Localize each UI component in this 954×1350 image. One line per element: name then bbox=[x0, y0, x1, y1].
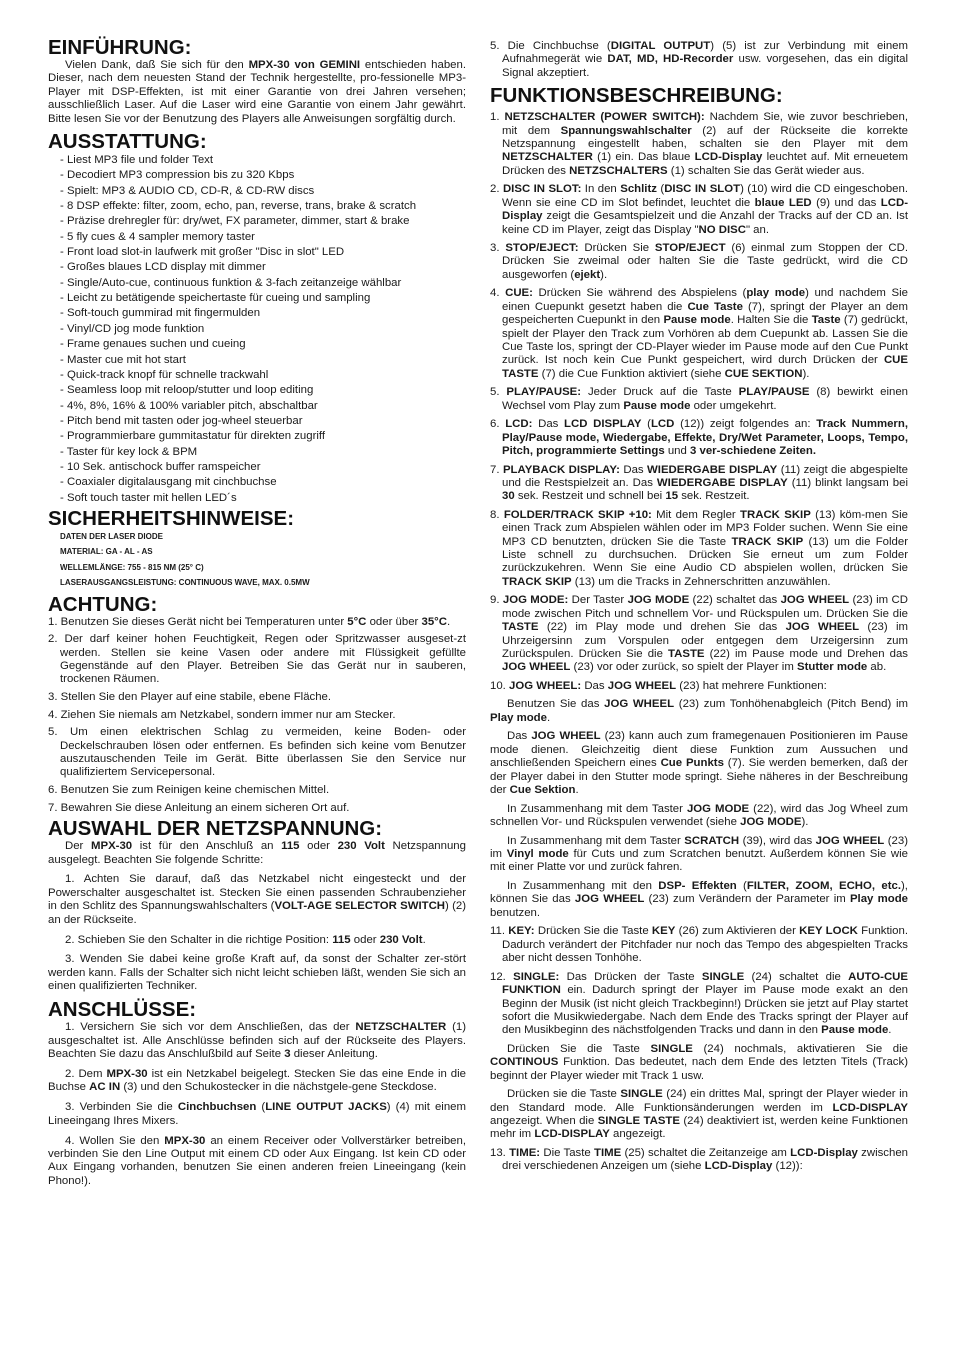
bold-term: 115 bbox=[281, 840, 300, 853]
bold-term: Pause mode bbox=[821, 1024, 889, 1037]
paragraph: 9. JOG MODE: Der Taster JOG MODE (22) schaltet das JOG WHEEL (23) im CD mode zwischen Pitch und schnellem Vor- und Rückspulen um. Drücken Sie die TASTE (22) im Play mode und drehen Sie das JOG WHEEL (23) im Uhrzeigersinn zum Vorspulen oder entgegen dem Urzeigersinn zum Zurückspulen. Drücken Sie die TASTE (22) im Pause mode und Drehen das JOG WHEEL (23) vor oder zurück, so spielt der Player im Stutter mode ab. bbox=[490, 594, 909, 674]
bold-term: NETZSCHALTER bbox=[502, 151, 593, 164]
list-item: - 10 Sek. antischock buffer ramspeicher bbox=[60, 460, 466, 475]
paragraph: 3. Wenden Sie dabei keine große Kraft auf, da sonst der Schalter zer-stört werden kann. Falls der Schalter sich nicht leicht schieben läßt, wenden Sie sich an einen qualifizierten Techniker. bbox=[48, 953, 466, 993]
bold-term: blaue LED bbox=[754, 196, 812, 209]
bold-term: Cue Sektion bbox=[509, 783, 576, 796]
bold-term: TRACK SKIP bbox=[502, 575, 572, 588]
heading-funktion: FUNKTIONSBESCHREIBUNG: bbox=[490, 84, 783, 108]
heading-ausstattung: AUSSTATTUNG: bbox=[48, 130, 207, 154]
paragraph: 4. CUE: Drücken Sie während des Abspielens (play mode) und nachdem Sie einen Cuepunkt gesetzt haben die Cue Taste (7), springt der Player an dem gespeicherten Cuepunkt in den Pause mode. Halten Sie die Taste (7) gedrückt, spielt der Player den Track zum Vorhören ab dem Cuepunkt ab. Lassen Sie die Cue Taste los, springt der CD-Player wieder im Pause mode auf den Cue Punkt zurück. Ist noch kein Cue Punkt gespeichert, wird durch Drücken der CUE TASTE (7) die Cue Funktion aktiviert (siehe CUE SEKTION). bbox=[490, 287, 908, 380]
bold-term: DISC IN SLOT: bbox=[502, 183, 582, 196]
bold-term: TASTE bbox=[502, 621, 539, 634]
spec-line: LASERAUSGANGSLEISTUNG: CONTINUOUS WAVE, MAX. 0.5MW bbox=[60, 578, 310, 588]
bold-term: 30 bbox=[502, 490, 515, 503]
bold-term: LCD: bbox=[505, 418, 533, 431]
feature-list bbox=[60, 153, 466, 506]
paragraph: 2. DISC IN SLOT: In den Schlitz (DISC IN SLOT) (10) wird die CD eingeschoben. Wenn sie eine CD im Slot befindet, leuchtet die blaue LED (9) und das LCD-Display zeigt die Gesamtspielzeit und die Anzahl der Tracks auf der CD an. Ist keine CD im Player, zeigt das Display "NO DISC" an. bbox=[490, 183, 908, 236]
right-column bbox=[490, 40, 908, 1174]
time-item: 13. TIME: Die Taste TIME (25) schaltet die Zeitanzeige am LCD-Display zwischen drei verschiedenen Anzeigen um (siehe LCD-Display (12)): bbox=[490, 1147, 908, 1173]
bold-term: CUE SEKTION bbox=[724, 367, 803, 380]
bold-term: LCD bbox=[650, 418, 675, 431]
paragraph: 1. NETZSCHALTER (POWER SWITCH): Nachdem Sie, wie zuvor beschrieben, mit dem Spannungswahlschalter (2) auf der Rückseite die korrekte Netzspannung eingestellt haben, schalten sie den Player mit dem NETZSCHALTER (1) ein. Das blaue LCD-Display leuchtet auf. Mit erneuetem Drücken des NETZSCHALTERS (1) schalten Sie das Gerät wieder aus. bbox=[490, 111, 908, 177]
bold-term: KEY bbox=[651, 925, 676, 938]
bold-term: 115 bbox=[332, 933, 351, 946]
paragraph: In Zusammenhang mit dem Taster JOG MODE (22), wird das Jog Wheel zum schnellen Vor- und Rückspulen verwendet (siehe JOG MODE). bbox=[490, 802, 908, 828]
bold-term: CONTINOUS bbox=[490, 1056, 559, 1069]
list-item: - 8 DSP effekte: filter, zoom, echo, pan, reverse, trans, brake & scratch bbox=[60, 199, 466, 214]
bold-term: MPX-30 von GEMINI bbox=[248, 59, 361, 71]
list-item: - Single/Auto-cue, continuous funktion & 3-fach zeitanzeige wählbar bbox=[60, 276, 466, 291]
bold-term: TASTE bbox=[668, 648, 705, 660]
bold-term: JOG MODE bbox=[740, 815, 802, 828]
paragraph: 7. PLAYBACK DISPLAY: Das WIEDERGABE DISPLAY (11) zeigt die abgespielte und die Restspielzeit an. Das WIEDERGABE DISPLAY (11) blinkt langsam bei 30 sek. Restzeit und schnell bei 15 sek. Restzeit. bbox=[490, 463, 908, 503]
list-item: - 5 fly cues & 4 sampler memory taster bbox=[60, 230, 466, 245]
bold-term: DISC IN SLOT bbox=[664, 183, 741, 196]
bold-term: Cue Punkts bbox=[660, 757, 724, 770]
list-item: - Leicht zu betätigende speichertaste für cueing und sampling bbox=[60, 291, 466, 306]
bold-term: JOG WHEEL bbox=[604, 698, 675, 711]
bold-term: SINGLE bbox=[620, 1088, 663, 1101]
bold-term: FOLDER/TRACK SKIP +10: bbox=[503, 508, 652, 521]
bold-term: DSP- Effekten bbox=[658, 879, 737, 892]
bold-term: LINE OUTPUT JACKS bbox=[265, 1101, 387, 1114]
bold-term: PLAY/PAUSE bbox=[738, 386, 810, 399]
paragraph: Das JOG WHEEL (23) kann auch zum framegenauen Positionieren im Pause mode dienen. Gleichzeitig dient diese Funktion zum Aussuchen und anschließenden Speichern eines Cue Punkts (7). Sie werden bemerken, daß der der Player dabei in den Stutter mode springt. Siehe näheres in der Beschreibung der Cue Sektion. bbox=[490, 730, 909, 796]
bold-term: MPX-30 bbox=[90, 840, 133, 853]
bold-term: ejekt bbox=[574, 268, 601, 281]
bold-term: LCD-DISPLAY bbox=[534, 1128, 610, 1141]
list-item: - Soft-touch gummirad mit fingermulden bbox=[60, 306, 466, 321]
list-item: - Frame genaues suchen und cueing bbox=[60, 337, 466, 352]
list-item: - Soft touch taster mit hellen LED´s bbox=[60, 491, 466, 506]
bold-term: DAT, MD, HD-Recorder bbox=[607, 53, 734, 66]
list-item: - Spielt: MP3 & AUDIO CD, CD-R, & CD-RW discs bbox=[60, 184, 466, 199]
bold-term: JOG WHEEL bbox=[531, 730, 601, 743]
bold-term: JOG WHEEL: bbox=[509, 679, 582, 692]
bold-term: LCD-Display bbox=[704, 1160, 773, 1173]
paragraph: 11. KEY: Drücken Sie die Taste KEY (26) zum Aktivieren der KEY LOCK Funktion. Dadurch verändert der Pitchfader nur noch das Tempo des abgespielten Tracks aber nicht dessen Tonhöhe. bbox=[490, 925, 908, 965]
paragraph: 4. Ziehen Sie niemals am Netzkabel, sondern immer nur am Stecker. bbox=[48, 708, 396, 721]
bold-term: STOP/EJECT bbox=[654, 242, 726, 255]
bold-term: KEY: bbox=[508, 925, 535, 938]
list-item: - Präzise drehregler für: dry/wet, FX parameter, dimmer, start & brake bbox=[60, 214, 466, 229]
bold-term: Track Nummern, Play/Pause mode, Wiedergabe, Effekte, Dry/Wet Parameter, Loops, Tempo, Pitch, programmierte Settings bbox=[502, 418, 908, 458]
bold-term: WIEDERGABE DISPLAY bbox=[656, 476, 788, 489]
bold-term: NO DISC bbox=[698, 223, 746, 236]
bold-term: 3 bbox=[284, 1047, 291, 1060]
paragraph: In Zusammenhang mit den DSP- Effekten (FILTER, ZOOM, ECHO, etc.), können Sie das JOG WHEEL (23) zum Verändern der Parameter im Play mode benutzen. bbox=[490, 879, 908, 919]
bold-term: 230 Volt bbox=[379, 933, 423, 946]
heading-sicherheit: SICHERHEITSHINWEISE: bbox=[48, 506, 295, 530]
bold-term: JOG WHEEL bbox=[607, 679, 677, 692]
bold-term: play mode bbox=[746, 287, 806, 300]
einfuehrung-text: Vielen Dank, daß Sie sich für den MPX-30 von GEMINI entschieden haben. Dieser, nach dem neuesten Stand der Technik hergestellte, pro-fessionelle MP3-Player mit DSP-Effekten, ist mit einer Garantie von drei Jahren versehen; ausschließlich Laser. Auf die Laser wird eine Garantie von einem Jahr gewährt. Bitte lesen Sie vor der Benutzung des Players alle Anweisungen sorgfältig durch. bbox=[48, 59, 466, 125]
bold-term: NETZSCHALTER (POWER SWITCH): bbox=[504, 111, 705, 124]
bold-term: VOLT-AGE SELECTOR SWITCH bbox=[274, 900, 446, 913]
bold-term: 35°C bbox=[421, 615, 447, 628]
paragraph: 2. Schieben Sie den Schalter in die richtige Position: 115 oder 230 Volt. bbox=[65, 933, 426, 946]
list-item: - Front load slot-in laufwerk mit großer "Disc in slot" LED bbox=[60, 245, 466, 260]
bold-term: JOG WHEEL bbox=[815, 834, 885, 847]
bold-term: PLAYBACK DISPLAY: bbox=[502, 463, 620, 476]
bold-term: 3 ver-schiedene Zeiten. bbox=[690, 445, 816, 458]
list-item: - Master cue mit hot start bbox=[60, 353, 466, 368]
laser-specs bbox=[60, 532, 466, 588]
bold-term: Pause mode bbox=[623, 399, 691, 412]
list-item: - Taster für key lock & BPM bbox=[60, 445, 466, 460]
bold-term: TRACK SKIP bbox=[740, 508, 811, 521]
bold-term: Cinchbuchsen bbox=[177, 1101, 257, 1114]
bold-term: Play mode bbox=[849, 893, 908, 906]
key-item bbox=[490, 925, 908, 965]
paragraph: 6. Benutzen Sie zum Reinigen keine chemischen Mittel. bbox=[48, 783, 330, 796]
bold-term: AUTO-CUE FUNKTION bbox=[502, 970, 909, 997]
single-paragraphs bbox=[490, 1043, 908, 1142]
bold-term: JOG MODE: bbox=[502, 594, 569, 607]
list-item: - Seamless loop mit reloop/stutter und loop editing bbox=[60, 383, 466, 398]
bold-term: Cue Taste bbox=[687, 300, 743, 313]
bold-term: TIME: bbox=[509, 1147, 541, 1159]
paragraph: 8. FOLDER/TRACK SKIP +10: Mit dem Regler TRACK SKIP (13) köm-men Sie einen Track zum Abspielen wählen oder im MP3 Folder suchen. Wenn Sie eine MP3 CD benutzten, drücken Sie die Taste TRACK SKIP (13) um die Folder Liste schnell zu durchsuchen. Drücken Sie erneut um zum Folder zurückzukehren. Wenn Sie eine Audio CD abspielen wollen, drücken Sie TRACK SKIP (13) um die Tracks in Zehnerschritten anzuwählen. bbox=[490, 508, 908, 588]
bold-term: LCD-DISPLAY bbox=[832, 1101, 908, 1114]
bold-term: TRACK SKIP bbox=[731, 535, 804, 548]
bold-term: JOG WHEEL bbox=[502, 661, 571, 674]
bold-term: NETZSCHALTER bbox=[355, 1021, 447, 1034]
spec-line: DATEN DER LASER DIODE bbox=[60, 531, 163, 541]
bold-term: MPX-30 bbox=[106, 1067, 148, 1080]
bold-term: 230 Volt bbox=[337, 840, 385, 853]
list-item: - Decodiert MP3 compression bis zu 320 Kbps bbox=[60, 168, 466, 183]
bold-term: STOP/EJECT: bbox=[505, 242, 579, 255]
bold-term: LCD-Display bbox=[790, 1147, 858, 1159]
bold-term: Play mode bbox=[490, 711, 547, 724]
paragraph: 4. Wollen Sie den MPX-30 an einem Receiver oder Vollverstärker betreiben, verbinden Sie den Line Output mit einem CD oder Aux Eingang. Ist kein CD oder Aux Eingang vorhanden, benutzen Sie einen anderen freien Lineeingang (kein Phono!). bbox=[48, 1134, 466, 1187]
bold-term: SINGLE bbox=[701, 970, 745, 983]
achtung-list bbox=[48, 616, 466, 815]
funktion-list bbox=[490, 111, 908, 675]
list-item: - Quick-track knopf für schnelle trackwahl bbox=[60, 368, 466, 383]
bold-term: NETZSCHALTERS bbox=[569, 164, 668, 177]
paragraph: 1. Versichern Sie sich vor dem Anschließen, das der NETZSCHALTER (1) ausgeschaltet ist. Alle Anschlüsse befinden sich auf der Rückseite des Players. Beachten Sie dazu das Anschlußbild auf Seite 3 dieser Anleitung. bbox=[48, 1021, 466, 1060]
paragraph: 2. Der darf keiner hohen Feuchtigkeit, Regen oder Spritzwasser ausgeset-zt werden. Stellen sie keine Vasen oder andere mit Flüssigkeit gefüllte Gegenstände auf den Player. Betreiben Sie das Gerät nur in sauberen, trockenen Räumen. bbox=[48, 633, 466, 686]
paragraph: 7. Bewahren Sie diese Anleitung an einem sicheren Ort auf. bbox=[48, 801, 350, 814]
list-item: - Coaxialer digitalausgang mit cinchbuchse bbox=[60, 475, 466, 490]
heading-anschluesse: ANSCHLÜSSE: bbox=[48, 998, 197, 1022]
list-item: - Vinyl/CD jog mode funktion bbox=[60, 322, 466, 337]
bold-term: LCD-Display bbox=[502, 196, 908, 223]
list-item: - Liest MP3 file und folder Text bbox=[60, 153, 466, 168]
netzspannung-paragraphs bbox=[48, 840, 466, 994]
paragraph: 3. Verbinden Sie die Cinchbuchsen (LINE OUTPUT JACKS) (4) mit einem Lineeingang Ihres Mixers. bbox=[48, 1101, 466, 1127]
bold-term: JOG MODE bbox=[627, 594, 690, 607]
bold-term: JOG WHEEL bbox=[785, 621, 860, 634]
bold-term: 15 bbox=[665, 490, 679, 503]
bold-term: CUE TASTE bbox=[502, 354, 908, 380]
bold-term: Spannungswahlschalter bbox=[560, 124, 692, 137]
bold-term: CUE: bbox=[505, 287, 533, 300]
bold-term: SINGLE bbox=[650, 1042, 693, 1055]
paragraph: Der MPX-30 ist für den Anschluß an 115 oder 230 Volt Netzspannung ausgelegt. Beachten Sie folgende Schritte: bbox=[48, 840, 466, 866]
paragraph: 6. LCD: Das LCD DISPLAY (LCD (12)) zeigt folgendes an: Track Nummern, Play/Pause mode, Wiedergabe, Effekte, Dry/Wet Parameter, Loops, Tempo, Pitch, programmierte Settings und 3 ver-schiedene Zeiten. bbox=[490, 418, 908, 458]
paragraph: 3. Stellen Sie den Player auf eine stabile, ebene Fläche. bbox=[48, 690, 332, 703]
bold-term: Vinyl mode bbox=[506, 847, 569, 860]
bold-term: SINGLE: bbox=[513, 970, 560, 983]
spec-line: WELLEMLÄNGE: 755 - 815 NM (25° C) bbox=[60, 562, 204, 572]
paragraph: 3. STOP/EJECT: Drücken Sie STOP/EJECT (6) einmal zum Stoppen der CD. Drücken Sie zweimal oder halten Sie die Taste gedrückt, wird die CD ausgeworfen (ejekt). bbox=[490, 242, 909, 281]
bold-term: LCD DISPLAY bbox=[564, 418, 642, 431]
list-item: - Großes blaues LCD display mit dimmer bbox=[60, 260, 466, 275]
paragraph: Benutzen Sie das JOG WHEEL (23) zum Tonhöhenabgleich (Pitch Bend) im Play mode. bbox=[490, 698, 908, 724]
bold-term: PLAY/PAUSE: bbox=[506, 386, 582, 399]
jog-wheel-paragraphs bbox=[490, 698, 908, 920]
heading-achtung: ACHTUNG: bbox=[48, 592, 158, 616]
bold-term: Schlitz bbox=[620, 183, 657, 196]
jog-wheel-head: 10. JOG WHEEL: Das JOG WHEEL (23) hat mehrere Funktionen: bbox=[490, 679, 827, 692]
heading-netzspannung: AUSWAHL DER NETZSPANNUNG: bbox=[48, 817, 383, 841]
paragraph: 1. Achten Sie darauf, daß das Netzkabel nicht eingesteckt und der Powerschalter ausgeschaltet ist. Stecken Sie einen passenden Schraubenzieher in den Schlitz des Spannungswahlschalters (VOLT-AGE SELECTOR SWITCH) (2) an der Rückseite. bbox=[48, 873, 466, 926]
bold-term: TIME bbox=[593, 1147, 622, 1159]
bold-term: SINGLE TASTE bbox=[597, 1115, 680, 1127]
heading-einfuehrung: EINFÜHRUNG: bbox=[48, 36, 192, 59]
bold-term: LCD-Display bbox=[694, 151, 763, 164]
bold-term: JOG MODE bbox=[686, 802, 750, 815]
bold-term: Stutter mode bbox=[797, 661, 868, 674]
left-column bbox=[48, 36, 466, 1195]
single-head: 12. SINGLE: Das Drücken der Taste SINGLE (24) schaltet die AUTO-CUE FUNKTION ein. Dadurch springt der Player im Pause mode exakt an den Beginn der Musik (ist nicht gleich Trackbeginn!) Drücken sie jetzt auf Play startet sofort die Musikwiedergabe. Nach dem Ende des Tracks springt der Player auf den Musikbeginn des nächstfolgenden Tracks und dann in den Pause mode. bbox=[490, 970, 909, 1037]
paragraph: Drücken Sie die Taste SINGLE (24) nochmals, aktivatieren Sie die CONTINOUS Funktion. Das bedeutet, nach dem Ende des letzten Titels (Track) beginnt der Player wieder mit Track 1 usw. bbox=[490, 1042, 908, 1082]
bold-term: AC IN bbox=[89, 1081, 121, 1094]
bold-term: Pause mode bbox=[663, 314, 731, 327]
bold-term: MPX-30 bbox=[164, 1134, 206, 1147]
paragraph: Drücken sie die Taste SINGLE (24) ein drittes Mal, springt der Player wieder in den Standard mode. Alle Funktionsänderungen werden im LCD-DISPLAY angezeigt. When die SINGLE TASTE (24) deaktiviert ist, werden keine Funktionen mehr im LCD-DISPLAY angezeigt. bbox=[490, 1088, 909, 1141]
paragraph: 2. Dem MPX-30 ist ein Netzkabel beigelegt. Stecken Sie das eine Ende in die Buchse AC IN (3) und den Schukostecker in die nächstgele-gene Steckdose. bbox=[48, 1067, 466, 1094]
spec-line: MATERIAL: GA - AL - AS bbox=[60, 547, 153, 557]
list-item: - Pitch bend mit tasten oder jog-wheel steuerbar bbox=[60, 414, 466, 429]
paragraph: 5. Um einen elektrischen Schlag zu vermeiden, keine Boden- oder Deckelschrauben lösen oder entfernen. Es befinden sich keine vom Benutzer auszutauschenden Teile im Gerät. Bitte überlassen Sie den Service nur qualifiziertem Servicepersonal. bbox=[48, 726, 466, 779]
bold-term: JOG WHEEL bbox=[780, 594, 850, 607]
list-item: - Programmierbare gummitastatur für direkten zugriff bbox=[60, 429, 466, 444]
bold-term: FILTER, ZOOM, ECHO, etc. bbox=[746, 879, 901, 892]
anschluesse-paragraphs bbox=[48, 1021, 466, 1188]
paragraph: 5. PLAY/PAUSE: Jeder Druck auf die Taste PLAY/PAUSE (8) bewirkt einen Wechsel vom Play zum Pause mode oder umgekehrt. bbox=[490, 386, 908, 412]
paragraph: In Zusammenhang mit dem Taster SCRATCH (39), wird das JOG WHEEL (23) im Vinyl mode für Cuts und zum Scratchen benutzt. Außerdem können Sie wie mit einer Platte vor und zurück fahren. bbox=[490, 834, 909, 874]
bold-term: DIGITAL OUTPUT bbox=[610, 40, 711, 52]
bold-term: WIEDERGABE DISPLAY bbox=[647, 463, 778, 476]
bold-term: SCRATCH bbox=[684, 834, 740, 847]
bold-term: Taste bbox=[811, 314, 841, 327]
list-item: - 4%, 8%, 16% & 100% variabler pitch, abschaltbar bbox=[60, 399, 466, 414]
anschluesse-item-5: 5. Die Cinchbuchse (DIGITAL OUTPUT) (5) ist zur Verbindung mit einem Aufnahmegerät wie DAT, MD, HD-Recorder usw. vorgesehen, das ein digital Signal akzeptiert. bbox=[490, 40, 909, 79]
bold-term: KEY LOCK bbox=[799, 925, 858, 938]
paragraph: 1. Benutzen Sie dieses Gerät nicht bei Temperaturen unter 5°C oder über 35°C. bbox=[48, 615, 451, 628]
bold-term: JOG WHEEL bbox=[574, 893, 645, 906]
bold-term: 5°C bbox=[347, 615, 367, 628]
